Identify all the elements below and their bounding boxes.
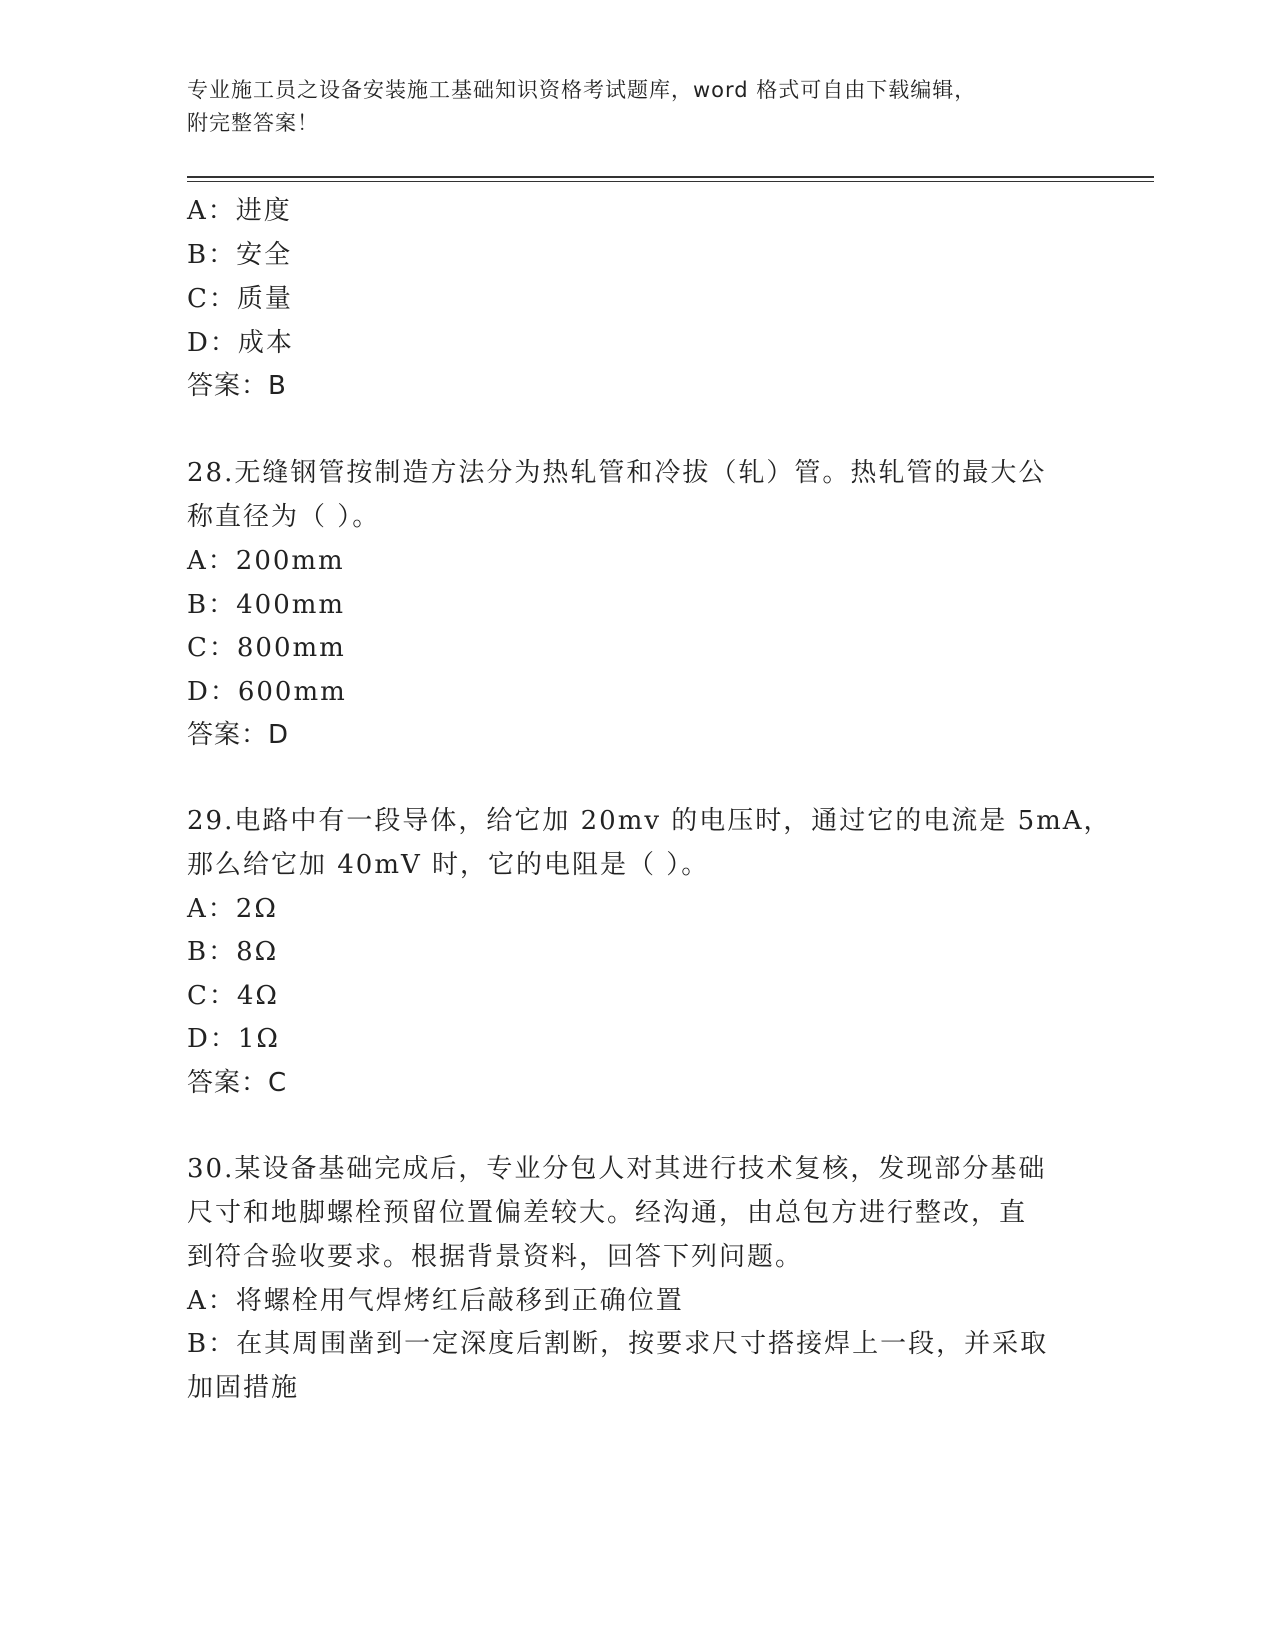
- q28-option-c: C：800mm: [187, 633, 346, 663]
- header-line-1: 专业施工员之设备安装施工基础知识资格考试题库，word 格式可自由下载编辑，: [187, 78, 977, 102]
- header-rule-thick: [187, 176, 1154, 178]
- q28-option-b: B：400mm: [187, 590, 346, 620]
- q27-option-b: B：安全: [187, 240, 293, 270]
- q28-stem-line-2: 称直径为（ ）。: [187, 502, 381, 532]
- q30-stem-line-3: 到符合验收要求。根据背景资料，回答下列问题。: [187, 1242, 804, 1272]
- q28-option-a: A：200mm: [187, 546, 345, 576]
- q30-stem-line-1: 30.某设备基础完成后，专业分包人对其进行技术复核，发现部分基础: [187, 1154, 1047, 1184]
- q29-option-a: A：2Ω: [187, 894, 278, 924]
- q27-option-d: D：成本: [187, 328, 294, 358]
- q28-answer: 答案：D: [187, 720, 290, 750]
- q30-stem-line-2: 尺寸和地脚螺栓预留位置偏差较大。经沟通，由总包方进行整改，直: [187, 1198, 1028, 1228]
- q28-stem-line-1: 28.无缝钢管按制造方法分为热轧管和冷拔（轧）管。热轧管的最大公: [187, 458, 1047, 488]
- q30-option-a: A：将螺栓用气焊烤红后敲移到正确位置: [187, 1286, 684, 1316]
- document-header: [187, 74, 1067, 140]
- q29-option-d: D：1Ω: [187, 1024, 280, 1054]
- header-rule-thin: [187, 181, 1154, 182]
- q28-option-d: D：600mm: [187, 677, 347, 707]
- q29-stem-line-1: 29.电路中有一段导体，给它加 20mv 的电压时，通过它的电流是 5mA，: [187, 806, 1112, 836]
- q27-option-a: A：进度: [187, 196, 292, 226]
- q29-option-c: C：4Ω: [187, 981, 279, 1011]
- header-line-2: 附完整答案！: [187, 111, 319, 135]
- q30-option-b-line-2: 加固措施: [187, 1373, 300, 1403]
- q27-option-c: C：质量: [187, 284, 293, 314]
- q29-stem-line-2: 那么给它加 40mV 时，它的电阻是（ ）。: [187, 850, 710, 880]
- q27-answer: 答案：B: [187, 371, 287, 401]
- q30-option-b-line-1: B：在其周围凿到一定深度后割断，按要求尺寸搭接焊上一段，并采取: [187, 1329, 1049, 1359]
- q29-option-b: B：8Ω: [187, 937, 279, 967]
- q29-answer: 答案：C: [187, 1068, 288, 1098]
